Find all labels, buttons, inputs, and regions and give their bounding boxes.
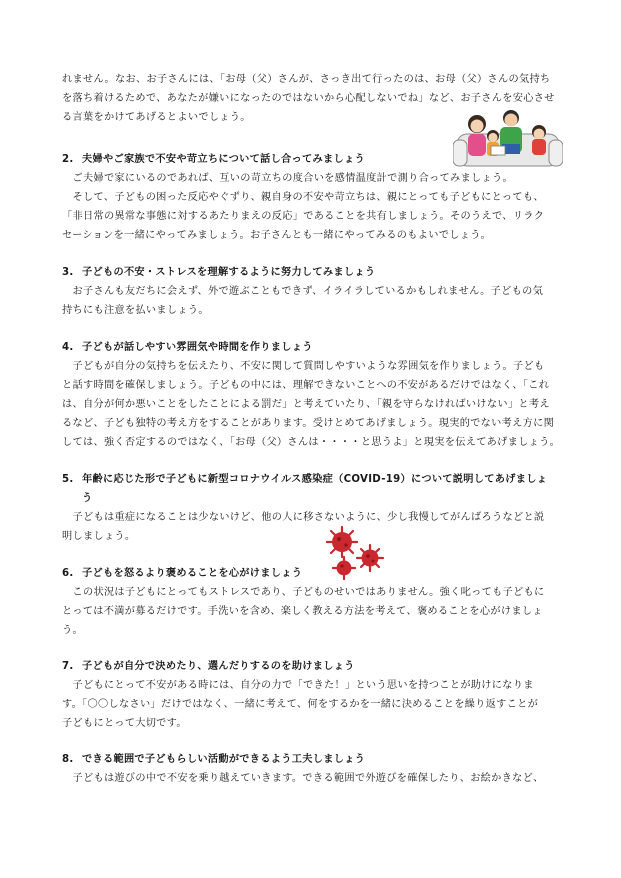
section-4-body (62, 357, 562, 452)
text-line: 明しましょう。 (62, 531, 136, 542)
text-line: る言葉をかけてあげるとよいでしょう。 (62, 112, 251, 123)
section-7-body (62, 676, 562, 733)
section-title: 子どもが自分で決めたり、選んだりするのを助けましょう (82, 661, 355, 672)
text-line: う。 (62, 625, 83, 636)
text-line: は、自分が何か悪いことをしたことによる罰だ」と考えていたり、「親を守らなければいけない」と考え (62, 399, 550, 410)
section-title: できる範囲で子どもらしい活動ができるよう工夫しましょう (82, 754, 366, 765)
text-line: 「非日常の異常な事態に対するあたりまえの反応」であることを共有しましょう。そのうえで、リラク (62, 211, 545, 222)
section-number: 8. (62, 754, 74, 765)
section-8-heading (62, 750, 562, 769)
text-line: と話す時間を確保しましょう。子どもの中には、理解できないことへの不安があるだけではなく、「これ (62, 380, 550, 391)
text-line: るなど、子ども独特の考え方をすることがあります。受けとめてあげましょう。現実的でない考え方に関 (62, 418, 555, 429)
section-number: 2. (62, 154, 74, 165)
section-5-body (62, 508, 562, 546)
text-line: そして、子どもの困った反応やぐずり、親自身の不安や苛立ちは、親にとっても子どもにとっても、 (62, 192, 544, 203)
text-line: 子どもにとって大切です。 (62, 718, 187, 729)
section-8-body (62, 769, 562, 788)
section-7-heading (62, 657, 562, 676)
section-title: 子どもの不安・ストレスを理解するように努力してみましょう (82, 267, 376, 278)
text-line: とっては不満が募るだけです。手洗いを含め、楽しく教える方法を考えて、褒めることを心がけましょ (62, 606, 543, 617)
section-3-heading (62, 263, 562, 282)
text-line: セーションを一緒にやってみましょう。お子さんとも一緒にやってみるのもよいでしょう。 (62, 230, 492, 241)
section-2-heading (62, 150, 562, 169)
section-4-heading (62, 338, 562, 357)
text-line: す。「〇〇しなさい」だけではなく、一緒に考えて、何をするかを一緒に決めることを繰り返すことが (62, 699, 539, 710)
section-number: 5. (62, 474, 74, 485)
section-number: 3. (62, 267, 74, 278)
section-3-body (62, 282, 562, 320)
text-line: 子どもは重症になることは少ないけど、他の人に移さないように、少し我慢してがんばろうなどと説 (62, 512, 545, 523)
text-line: 子どもは遊びの中で不安を乗り越えていきます。できる範囲で外遊びを確保したり、お絵かきなど、 (62, 773, 544, 784)
section-6-body (62, 583, 562, 640)
section-6-heading (62, 564, 562, 583)
text-line: お子さんも友だちに会えず、外で遊ぶこともできず、イライラしているかもしれません。子どもの気 (62, 286, 544, 297)
section-number: 4. (62, 342, 74, 353)
text-line: 持ちにも注意を払いましょう。 (62, 305, 209, 316)
text-line: 子どもにとって不安がある時には、自分の力で「できた！」という思いを持つことが助けになりま (62, 680, 534, 691)
section-title: 子どもを怒るより褒めることを心がけましょう (82, 568, 303, 579)
text-line: ご夫婦で家にいるのであれば、互いの苛立ちの度合いを感情温度計で測り合ってみましょう。 (62, 173, 513, 184)
section-5-heading (62, 470, 562, 508)
section-number: 7. (62, 661, 74, 672)
text-line: この状況は子どもにとってもストレスであり、子どものせいではありません。強く叱っても子どもに (62, 587, 545, 598)
section-2-body (62, 169, 562, 245)
text-line: を落ち着けるためで、あなたが嫌いになったのではないから心配しないでね」など、お子さんを安心させ (62, 93, 555, 104)
text-line: れません。なお、お子さんには、「お母（父）さんが、さっき出て行ったのは、お母（父）さんの気持ち (62, 74, 551, 85)
section-title: 子どもが話しやすい雰囲気や時間を作りましょう (82, 342, 313, 353)
text-line: 子どもが自分の気持ちを伝えたり、不安に関して質問しやすいような雰囲気を作りましょう。子ども (62, 361, 545, 372)
section-title: 夫婦やご家族で不安や苛立ちについて話し合ってみましょう (82, 154, 365, 165)
section-title: 年齢に応じた形で子どもに新型コロナウイルス感染症（COVID-19）について説明してあげましょ (82, 474, 548, 485)
section-number: 6. (62, 568, 74, 579)
section-title-continuation: う (82, 493, 93, 504)
text-line: しては、強く否定するのではなく、「お母（父）さんは・・・・と思うよ」と現実を伝えてあげましょう。 (62, 437, 561, 448)
